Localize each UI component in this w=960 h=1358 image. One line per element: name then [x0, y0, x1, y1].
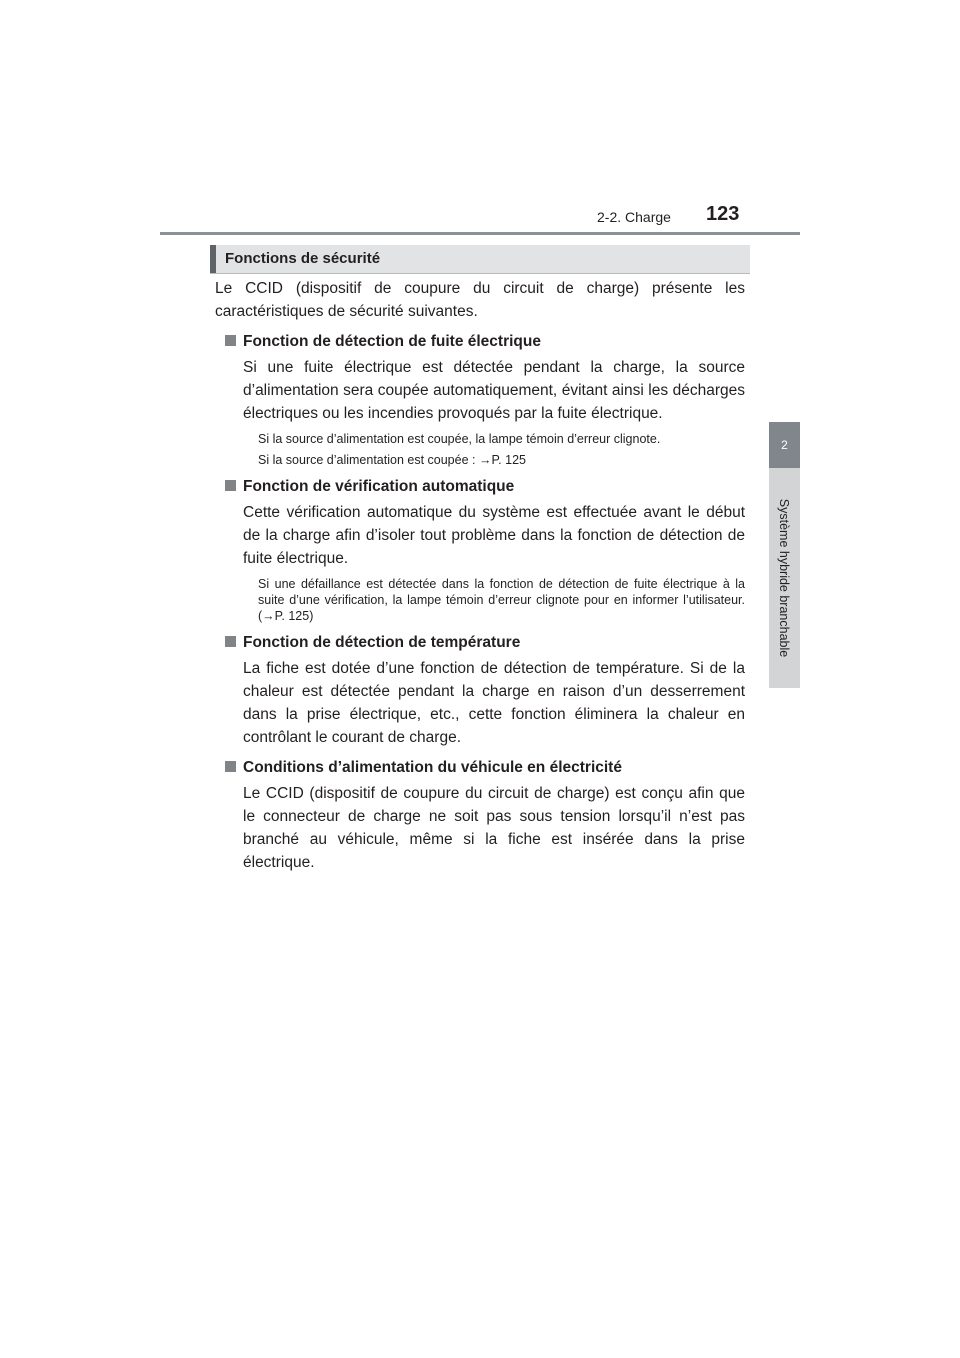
section-heading — [210, 245, 750, 274]
feature-item — [215, 758, 745, 874]
page-number: 123 — [706, 203, 740, 225]
running-header-section: 2-2. Charge — [597, 209, 671, 225]
section-title: Fonctions de sécurité — [225, 250, 381, 267]
feature-item — [215, 477, 745, 624]
feature-body: Cette vérification automatique du système est effectuée avant le début de la charge afin d’isoler tout problème dans la fonction de détection de fuite électrique. — [243, 504, 745, 567]
feature-title: Fonction de détection de température — [243, 634, 521, 651]
page-content — [215, 277, 745, 874]
feature-body: La fiche est dotée d’une fonction de détection de température. Si de la chaleur est détectée pendant la charge en raison d’un desserrement dans la prise électrique, etc., cette fonction éliminera la chaleur en contrôlant le courant de charge. — [243, 660, 745, 746]
feature-title: Fonction de vérification automatique — [243, 478, 515, 495]
feature-body: Si une fuite électrique est détectée pendant la charge, la source d’alimentation sera coupée automatiquement, évitant ainsi les décharges électriques ou les incendies provoqués par la fuite électrique. — [243, 359, 745, 422]
square-bullet-icon — [225, 761, 236, 772]
feature-title: Conditions d’alimentation du véhicule en électricité — [243, 759, 622, 776]
feature-note: Si une défaillance est détectée dans la fonction de détection de fuite électrique à la suite d’une vérification, la lampe témoin d’erreur clignote pour en informer l’utilisateur. (→P. 125) — [258, 577, 745, 623]
feature-item — [215, 633, 745, 749]
header-divider — [160, 232, 800, 235]
feature-item — [215, 332, 745, 468]
feature-note-reference: Si la source d’alimentation est coupée : →P. 125 — [258, 453, 526, 467]
chapter-title: Système hybride branchable — [777, 498, 791, 658]
feature-title: Fonction de détection de fuite électrique — [243, 333, 541, 350]
square-bullet-icon — [225, 480, 236, 491]
chapter-tab — [769, 422, 800, 468]
section-heading-marker — [210, 245, 216, 273]
feature-body: Le CCID (dispositif de coupure du circuit de charge) est conçu afin que le connecteur de charge ne soit pas sous tension lorsqu’il n’est pas branché au véhicule, même si la fiche est insérée dans la prise électrique. — [243, 785, 745, 871]
feature-note: Si la source d’alimentation est coupée, la lampe témoin d’erreur clignote. — [258, 432, 661, 446]
chapter-number: 2 — [781, 438, 788, 452]
section-intro: Le CCID (dispositif de coupure du circuit de charge) présente les caractéristiques de sécurité suivantes. — [215, 280, 745, 320]
square-bullet-icon — [225, 636, 236, 647]
square-bullet-icon — [225, 335, 236, 346]
